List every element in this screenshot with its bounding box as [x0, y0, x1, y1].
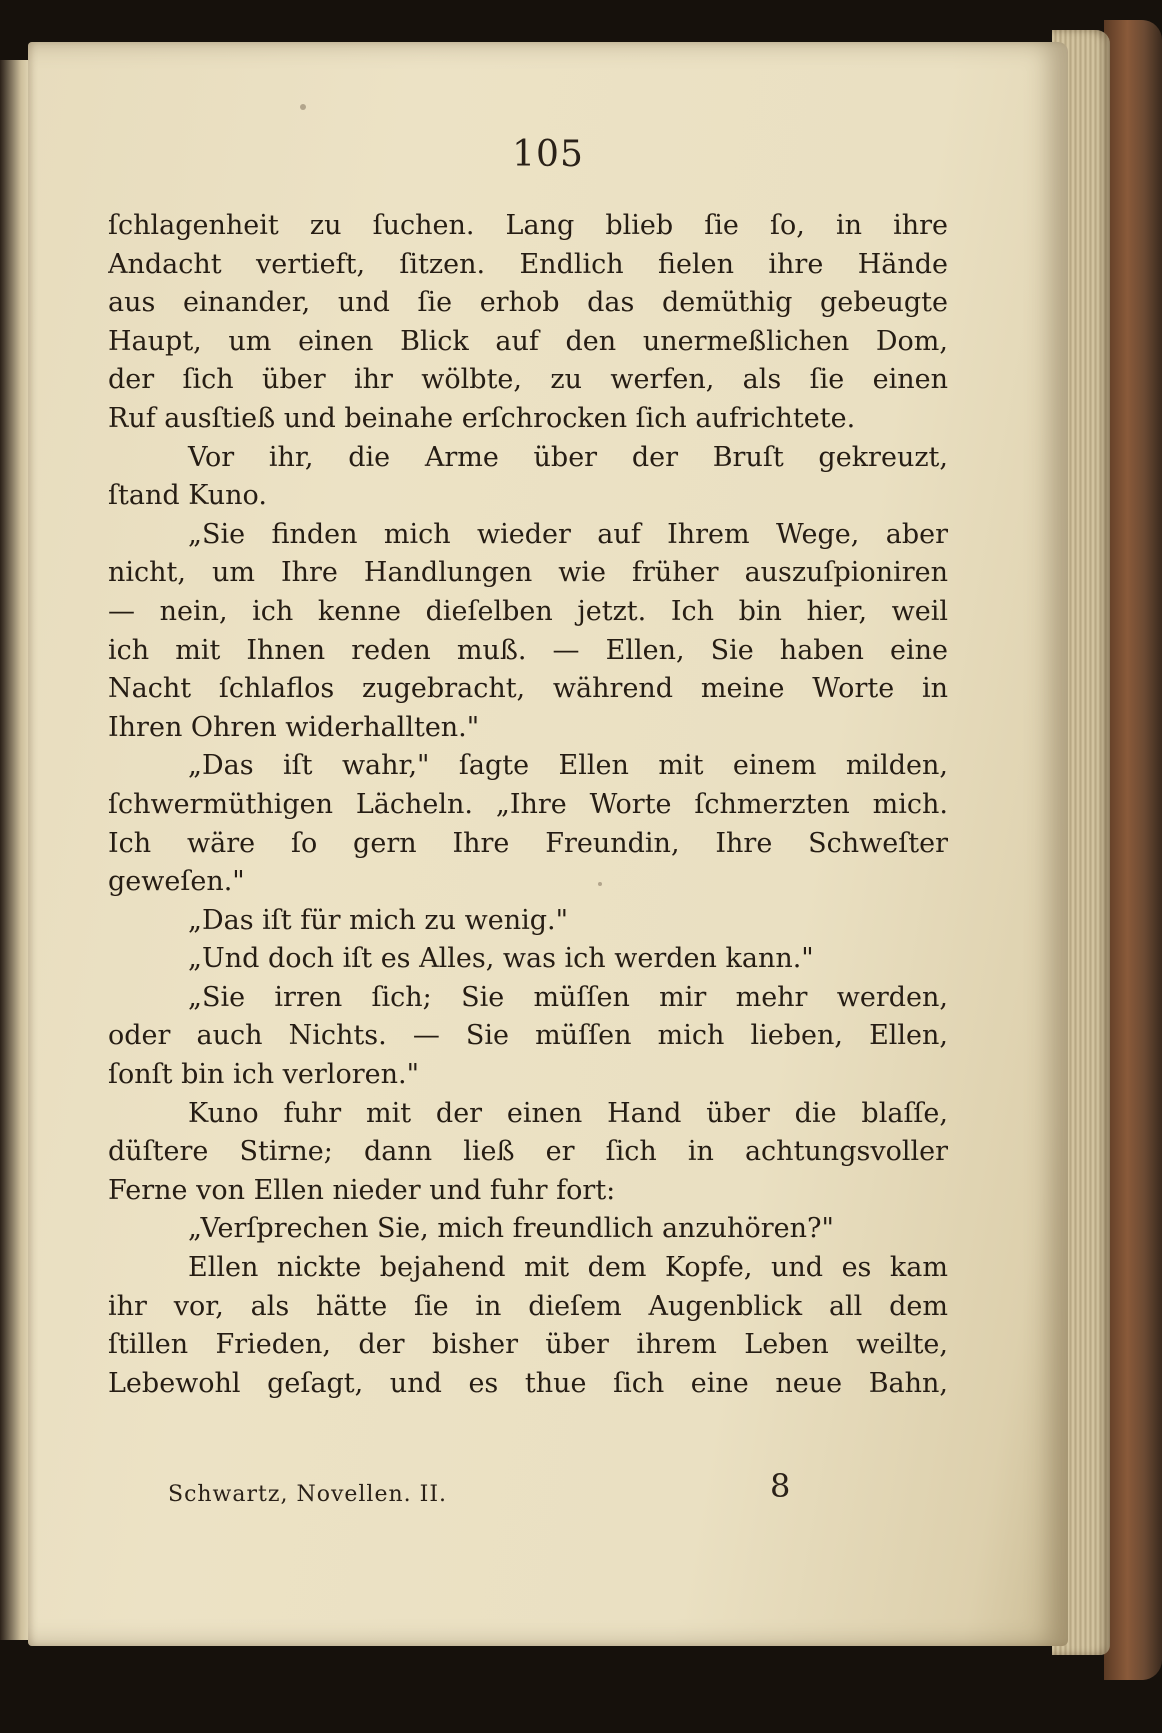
text-line: Ferne von Ellen nieder und fuhr fort:: [108, 1174, 616, 1206]
text-line: Haupt, um einen Blick auf den unermeßlichen Dom,: [108, 325, 948, 357]
text-line: Ihren Ohren widerhallten.": [108, 711, 480, 743]
text-line: „Und doch iſt es Alles, was ich werden kann.": [188, 943, 814, 975]
book-page: [28, 42, 1068, 1646]
text-line: Vor ihr, die Arme über der Bruſt gekreuzt,: [188, 441, 948, 473]
text-line: Nacht ſchlaflos zugebracht, während meine Worte in: [108, 673, 948, 705]
text-line: der ſich über ihr wölbte, zu werfen, als ſie einen: [108, 364, 948, 396]
book-cover-edge: [1104, 20, 1162, 1680]
text-line: ſchwermüthigen Lächeln. „Ihre Worte ſchmerzten mich.: [108, 788, 948, 820]
text-line: aus einander, und ſie erhob das demüthig gebeugte: [108, 287, 948, 319]
text-line: „Sie irren ſich; Sie müſſen mir mehr werden,: [188, 981, 948, 1013]
text-line: Lebewohl geſagt, und es thue ſich eine neue Bahn,: [108, 1367, 948, 1399]
text-line: Kuno fuhr mit der einen Hand über die blaſſe,: [188, 1097, 948, 1129]
text-line: — nein, ich kenne dieſelben jetzt. Ich bin hier, weil: [108, 595, 948, 627]
text-line: ſtillen Frieden, der bisher über ihrem Leben weilte,: [108, 1329, 948, 1361]
text-line: „Sie finden mich wieder auf Ihrem Wege, aber: [188, 518, 948, 550]
paper-speck: [300, 104, 306, 110]
page-number: 105: [512, 134, 584, 175]
text-line: Ich wäre ſo gern Ihre Freundin, Ihre Schweſter: [108, 827, 948, 859]
text-line: „Das iſt für mich zu wenig.": [188, 904, 569, 936]
text-line: ich mit Ihnen reden muß. — Ellen, Sie haben eine: [108, 634, 948, 666]
body-text: [108, 207, 948, 1403]
footer-signature: Schwartz, Novellen. II.: [168, 1482, 448, 1507]
text-line: oder auch Nichts. — Sie müſſen mich lieben, Ellen,: [108, 1020, 948, 1052]
text-line: ihr vor, als hätte ſie in dieſem Augenblick all dem: [108, 1290, 948, 1322]
text-line: ſonſt bin ich verloren.": [108, 1059, 419, 1091]
text-line: ſchlagenheit zu ſuchen. Lang blieb ſie ſo, in ihre: [108, 210, 948, 241]
paper-speck: [598, 882, 602, 886]
text-line: düſtere Stirne; dann ließ er ſich in achtungsvoller: [108, 1136, 948, 1168]
text-line: „Das iſt wahr," ſagte Ellen mit einem milden,: [188, 750, 948, 782]
text-line: Ellen nickte bejahend mit dem Kopfe, und es kam: [188, 1252, 948, 1284]
gutter-edge: [0, 60, 30, 1640]
sheet-number: 8: [770, 1467, 791, 1505]
text-line: „Verſprechen Sie, mich freundlich anzuhören?": [188, 1213, 834, 1245]
text-line: ſtand Kuno.: [108, 480, 267, 512]
text-line: nicht, um Ihre Handlungen wie früher auszuſpioniren: [108, 557, 948, 589]
text-line: Andacht vertieft, ſitzen. Endlich fielen ihre Hände: [108, 248, 948, 280]
text-line: geweſen.": [108, 866, 245, 898]
text-line: Ruf ausſtieß und beinahe erſchrocken ſich aufrichtete.: [108, 402, 856, 434]
